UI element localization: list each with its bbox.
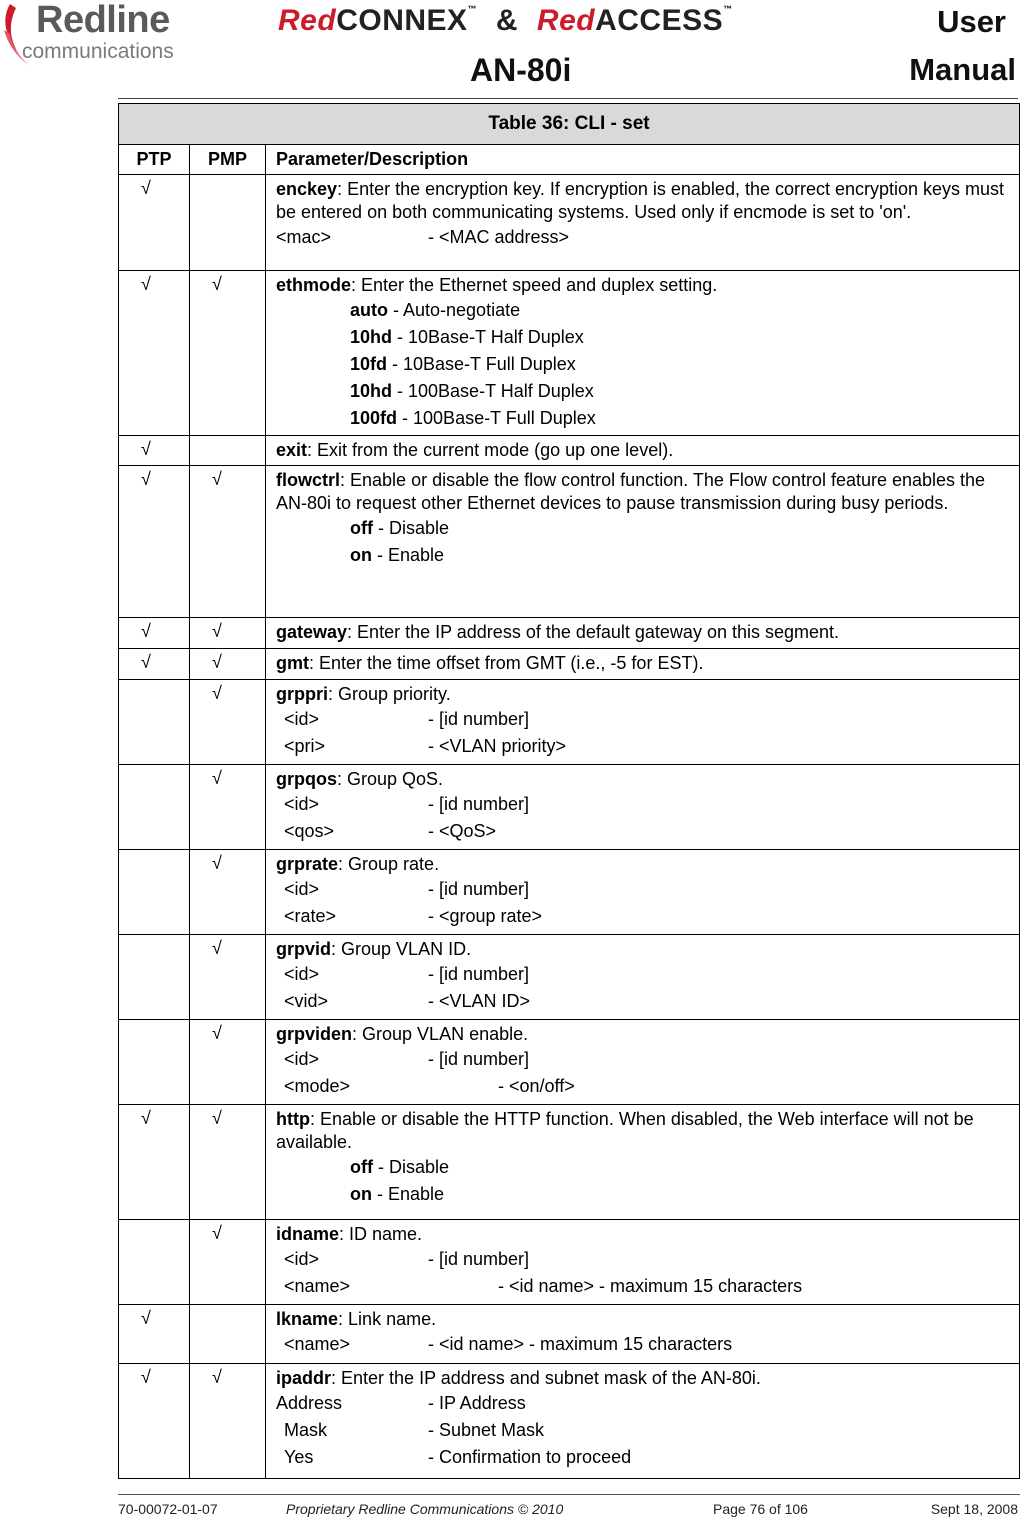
pmp-check: √ [190, 850, 266, 935]
page-header [0, 0, 1020, 100]
pmp-check: √ [190, 466, 266, 618]
pmp-check: √ [190, 1020, 266, 1105]
ptp-check: √ [119, 1364, 190, 1479]
parameter-description [266, 1020, 1020, 1105]
parameter-name: grprate [276, 854, 339, 874]
table-row [119, 1020, 1020, 1105]
parameter-name: grpqos [276, 769, 337, 789]
parameter-name: idname [276, 1224, 340, 1244]
table-row [119, 935, 1020, 1020]
parameter-description [266, 765, 1020, 850]
pmp-check: √ [190, 1220, 266, 1305]
argument-line: <name> - <id name> - maximum 15 characters [284, 1334, 733, 1354]
parameter-summary: : Group VLAN ID. [331, 939, 472, 959]
ptp-check [119, 1020, 190, 1105]
argument-line: <vid> - <VLAN ID> [284, 991, 531, 1011]
option-line: off - Disable [350, 1157, 450, 1177]
parameter-summary: : Enable or disable the flow control function. The Flow control feature enables the AN-80i to request other Ethernet devices to pause transmission during busy periods. [276, 470, 986, 513]
parameter-description [266, 850, 1020, 935]
ptp-check: √ [119, 618, 190, 649]
parameter-name: grpviden [276, 1024, 353, 1044]
argument-line: <id> - [id number] [284, 964, 530, 984]
argument-line: <id> - [id number] [284, 709, 530, 729]
parameter-summary: : Enable or disable the HTTP function. When disabled, the Web interface will not be available. [276, 1109, 974, 1152]
parameter-description [266, 649, 1020, 680]
table-row [119, 466, 1020, 618]
ptp-check: √ [119, 1305, 190, 1364]
table-row [119, 271, 1020, 436]
parameter-summary: : Enter the time offset from GMT (i.e., -5 for EST). [309, 653, 704, 673]
table-row [119, 1305, 1020, 1364]
parameter-description [266, 935, 1020, 1020]
ptp-check: √ [119, 271, 190, 436]
table-row [119, 1220, 1020, 1305]
header-divider [118, 98, 1018, 99]
argument-line: <id> - [id number] [284, 879, 530, 899]
table-caption: Table 36: CLI - set [119, 104, 1020, 145]
argument-line: <id> - [id number] [284, 1249, 530, 1269]
parameter-description [266, 618, 1020, 649]
table-row [119, 436, 1020, 466]
option-line: 10hd - 10Base-T Half Duplex [350, 327, 584, 347]
ptp-check: √ [119, 175, 190, 271]
argument-line: <id> - [id number] [284, 1049, 530, 1069]
footer-doc-number: 70-00072-01-07 [118, 1501, 218, 1517]
parameter-summary: : Enter the Ethernet speed and duplex setting. [351, 275, 718, 295]
parameter-summary: : ID name. [339, 1224, 423, 1244]
parameter-description [266, 466, 1020, 618]
argument-line: <rate> - <group rate> [284, 906, 543, 926]
parameter-description [266, 1220, 1020, 1305]
page-footer [118, 1494, 1020, 1519]
parameter-summary: : Enter the IP address of the default gateway on this segment. [347, 622, 840, 642]
column-header-pmp: PMP [190, 145, 266, 175]
option-line: 10fd - 10Base-T Full Duplex [350, 354, 576, 374]
table-row [119, 618, 1020, 649]
parameter-name: grpvid [276, 939, 332, 959]
option-line: 10hd - 100Base-T Half Duplex [350, 381, 594, 401]
option-line: auto - Auto-negotiate [350, 300, 521, 320]
argument-line: Yes - Confirmation to proceed [284, 1447, 632, 1467]
pmp-check: √ [190, 1105, 266, 1220]
parameter-summary: : Link name. [338, 1309, 437, 1329]
parameter-summary: : Exit from the current mode (go up one level). [307, 440, 674, 460]
option-line: off - Disable [350, 518, 450, 538]
parameter-name: gmt [276, 653, 309, 673]
logo-subtitle: communications [22, 40, 174, 63]
pmp-check: √ [190, 1364, 266, 1479]
argument-line: Address - IP Address [276, 1393, 526, 1413]
logo-wordmark: Redline [36, 0, 170, 41]
parameter-summary: : Group VLAN enable. [352, 1024, 529, 1044]
ptp-check: √ [119, 436, 190, 466]
parameter-description [266, 680, 1020, 765]
column-header-ptp: PTP [119, 145, 190, 175]
parameter-description [266, 436, 1020, 466]
parameter-name: lkname [276, 1309, 339, 1329]
table-row [119, 765, 1020, 850]
parameter-description [266, 175, 1020, 271]
ptp-check [119, 1220, 190, 1305]
parameter-name: ipaddr [276, 1368, 332, 1388]
parameter-name: ethmode [276, 275, 352, 295]
doc-product-title: AN-80i [470, 52, 572, 88]
ptp-check: √ [119, 1105, 190, 1220]
argument-line: <qos> - <QoS> [284, 821, 497, 841]
pmp-check [190, 436, 266, 466]
option-line: on - Enable [350, 545, 445, 565]
option-line: 100fd - 100Base-T Full Duplex [350, 408, 596, 428]
pmp-check: √ [190, 765, 266, 850]
argument-line: <name> - <id name> - maximum 15 characters [284, 1276, 803, 1296]
argument-line: Mask - Subnet Mask [284, 1420, 545, 1440]
option-line: on - Enable [350, 1184, 445, 1204]
parameter-name: enckey [276, 179, 338, 199]
pmp-check: √ [190, 271, 266, 436]
pmp-check [190, 175, 266, 271]
parameter-description [266, 1305, 1020, 1364]
ptp-check [119, 935, 190, 1020]
doc-title-user: User [937, 4, 1006, 39]
parameter-name: flowctrl [276, 470, 341, 490]
ptp-check [119, 680, 190, 765]
parameter-summary: : Group rate. [338, 854, 440, 874]
argument-line: <pri> - <VLAN priority> [284, 736, 567, 756]
parameter-description [266, 1364, 1020, 1479]
doc-title-manual: Manual [909, 52, 1016, 87]
parameter-name: gateway [276, 622, 348, 642]
parameter-name: grppri [276, 684, 328, 704]
ptp-check [119, 765, 190, 850]
table-row [119, 680, 1020, 765]
footer-page-number: Page 76 of 106 [713, 1501, 808, 1517]
redline-logo [0, 0, 205, 70]
parameter-summary: : Group priority. [328, 684, 451, 704]
ptp-check: √ [119, 466, 190, 618]
product-brand: RedCONNEX™ & RedACCESS™ [278, 4, 733, 37]
table-row [119, 850, 1020, 935]
table-row [119, 1105, 1020, 1220]
parameter-description [266, 271, 1020, 436]
footer-date: Sept 18, 2008 [930, 1501, 1018, 1517]
pmp-check: √ [190, 680, 266, 765]
ptp-check: √ [119, 649, 190, 680]
table-row [119, 175, 1020, 271]
argument-line: <id> - [id number] [284, 794, 530, 814]
pmp-check: √ [190, 618, 266, 649]
cli-set-table [118, 103, 1020, 1479]
parameter-summary: : Enter the encryption key. If encryption is enabled, the correct encryption keys must be entered on both communicating systems. Used only if encmode is set to 'on'. [276, 179, 1005, 222]
parameter-summary: : Group QoS. [337, 769, 444, 789]
pmp-check: √ [190, 935, 266, 1020]
parameter-name: exit [276, 440, 308, 460]
table-row [119, 649, 1020, 680]
footer-copyright: Proprietary Redline Communications © 2010 [286, 1501, 564, 1517]
argument-line: <mode> - <on/off> [284, 1076, 575, 1096]
parameter-description [266, 1105, 1020, 1220]
parameter-summary: : Enter the IP address and subnet mask of the AN-80i. [331, 1368, 761, 1388]
pmp-check [190, 1305, 266, 1364]
column-header-description: Parameter/Description [266, 145, 1020, 175]
parameter-name: http [276, 1109, 310, 1129]
table-row [119, 1364, 1020, 1479]
pmp-check: √ [190, 649, 266, 680]
argument-line: <mac> - <MAC address> [276, 227, 570, 247]
ptp-check [119, 850, 190, 935]
